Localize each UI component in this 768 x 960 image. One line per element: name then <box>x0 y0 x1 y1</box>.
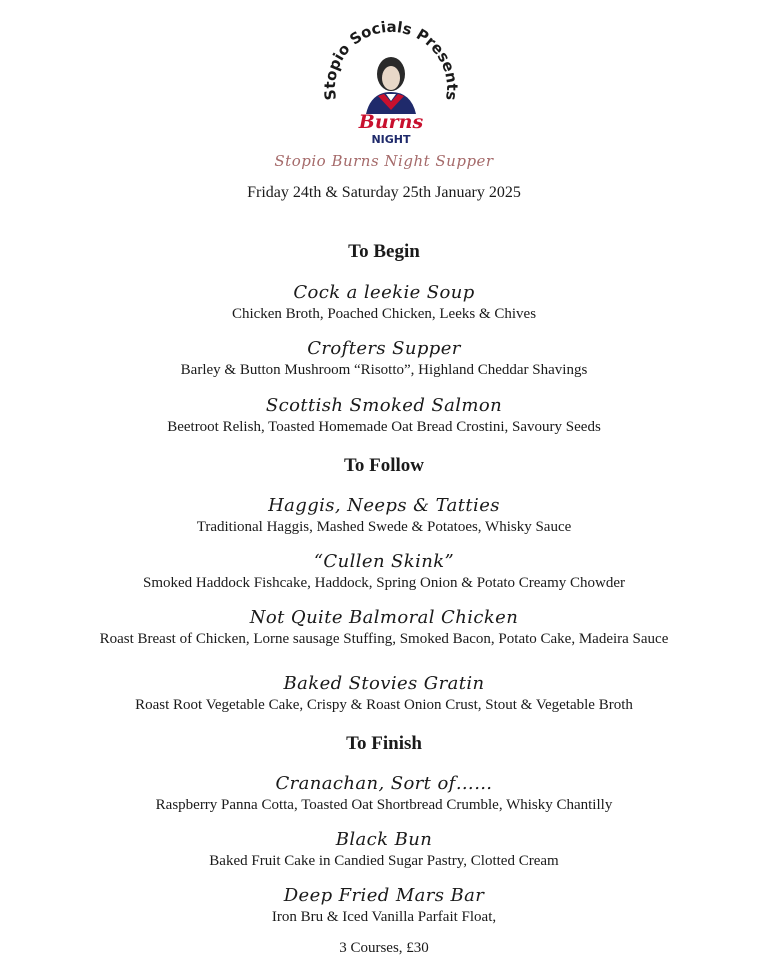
logo-night-text: NIGHT <box>371 133 411 146</box>
section-title-finish: To Finish <box>346 733 422 754</box>
dish-description: Chicken Broth, Poached Chicken, Leeks & Chives <box>231 306 537 322</box>
script-title: Stopio Burns Night Supper <box>274 152 494 170</box>
dish-name: Black Bun <box>335 829 433 850</box>
dish-name: Not Quite Balmoral Chicken <box>249 607 519 628</box>
dish-description: Roast Breast of Chicken, Lorne sausage Stuffing, Smoked Bacon, Potato Cake, Madeira Sauce <box>99 631 669 647</box>
portrait-icon <box>366 57 416 114</box>
dish-description: Barley & Button Mushroom “Risotto”, Highland Cheddar Shavings <box>180 362 588 378</box>
dish-description: Baked Fruit Cake in Candied Sugar Pastry, Clotted Cream <box>209 853 559 869</box>
burns-night-logo <box>316 6 466 156</box>
dish-description: Iron Bru & Iced Vanilla Parfait Float, <box>271 909 497 925</box>
logo-arc-text: Stopio Socials Presents <box>320 17 462 102</box>
dish-name: Baked Stovies Gratin <box>283 673 485 694</box>
section-title-begin: To Begin <box>348 241 420 262</box>
event-dates: Friday 24th & Saturday 25th January 2025 <box>247 184 521 201</box>
menu-price: 3 Courses, £30 <box>339 940 429 956</box>
dish-name: Cock a leekie Soup <box>293 282 475 303</box>
dish-name: Crofters Supper <box>307 338 461 359</box>
dish-description: Beetroot Relish, Toasted Homemade Oat Bread Crostini, Savoury Seeds <box>167 419 601 435</box>
dish-description: Roast Root Vegetable Cake, Crispy & Roast Onion Crust, Stout & Vegetable Broth <box>135 697 633 713</box>
dish-name: Deep Fried Mars Bar <box>283 885 485 906</box>
dish-description: Raspberry Panna Cotta, Toasted Oat Shortbread Crumble, Whisky Chantilly <box>155 797 613 813</box>
section-title-follow: To Follow <box>343 455 425 476</box>
logo-burns-text: Burns <box>358 111 424 133</box>
dish-description: Smoked Haddock Fishcake, Haddock, Spring Onion & Potato Creamy Chowder <box>142 575 625 591</box>
dish-name: Scottish Smoked Salmon <box>265 395 503 416</box>
dish-name: Haggis, Neeps & Tatties <box>268 495 500 516</box>
dish-name: “Cullen Skink” <box>313 551 455 572</box>
dish-description: Traditional Haggis, Mashed Swede & Potatoes, Whisky Sauce <box>196 519 572 535</box>
dish-name: Cranachan, Sort of…… <box>275 773 493 794</box>
